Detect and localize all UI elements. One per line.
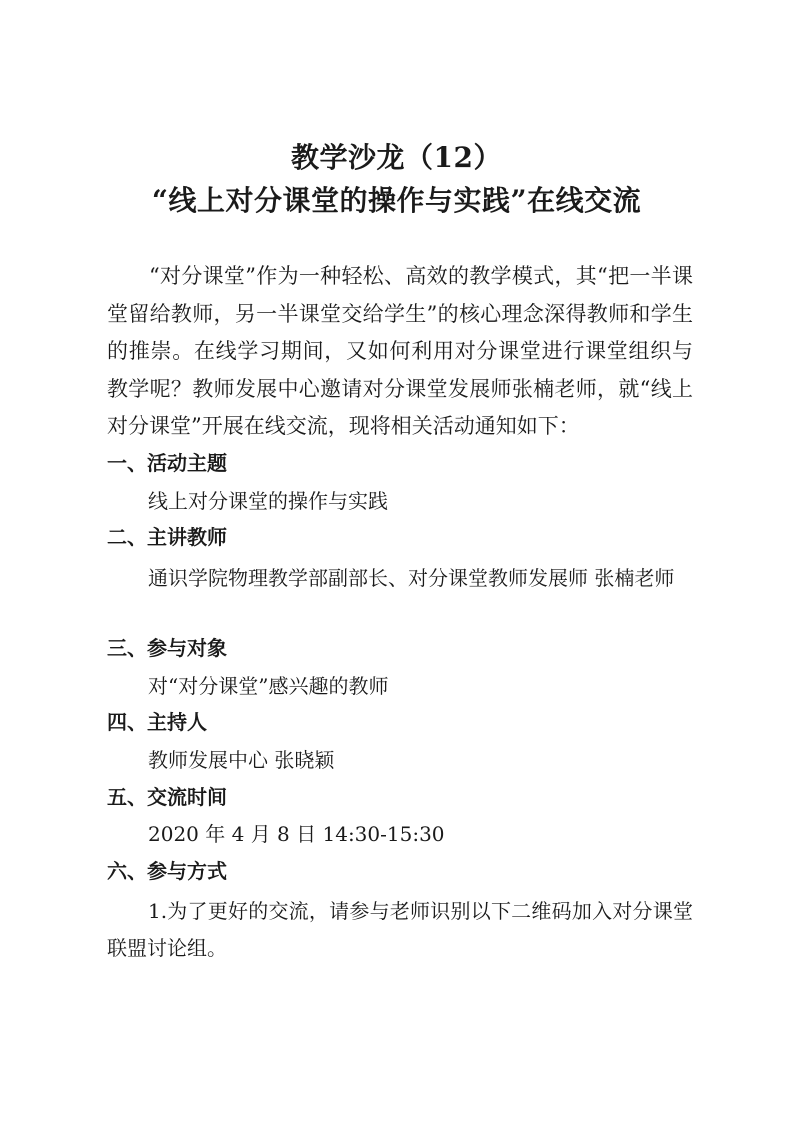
intro-paragraph: “对分课堂”作为一种轻松、高效的教学模式，其“把一半课堂留给教师，另一半课堂交给学生”的核心理念深得教师和学生的推崇。在线学习期间，又如何利用对分课堂进行课堂组织与教学呢？教师发展中心邀请对分课堂发展师张楠老师，就“线上对分课堂”开展在线交流，现将相关活动通知如下： xyxy=(107,264,693,438)
document-title-line-1: 教学沙龙（12） xyxy=(291,141,502,174)
section-heading-time: 五、交流时间 xyxy=(107,785,227,809)
section-heading-method: 六、参与方式 xyxy=(107,859,227,883)
section-content-topic: 线上对分课堂的操作与实践 xyxy=(148,489,388,513)
section-heading-audience: 三、参与对象 xyxy=(107,636,227,660)
section-heading-host: 四、主持人 xyxy=(107,710,207,734)
section-content-time: 2020 年 4 月 8 日 14:30-15:30 xyxy=(148,822,445,846)
section-content-host: 教师发展中心 张晓颖 xyxy=(148,748,335,772)
section-heading-topic: 一、活动主题 xyxy=(107,451,227,475)
document-title-line-2: “线上对分课堂的操作与实践”在线交流 xyxy=(151,184,642,217)
section-content-speaker: 通识学院物理教学部副部长、对分课堂教师发展师 张楠老师 xyxy=(148,566,675,590)
section-heading-speaker: 二、主讲教师 xyxy=(107,525,227,549)
section-content-audience: 对“对分课堂”感兴趣的教师 xyxy=(148,674,389,698)
section-content-method: 1.为了更好的交流，请参与老师识别以下二维码加入对分课堂联盟讨论组。 xyxy=(107,899,693,960)
